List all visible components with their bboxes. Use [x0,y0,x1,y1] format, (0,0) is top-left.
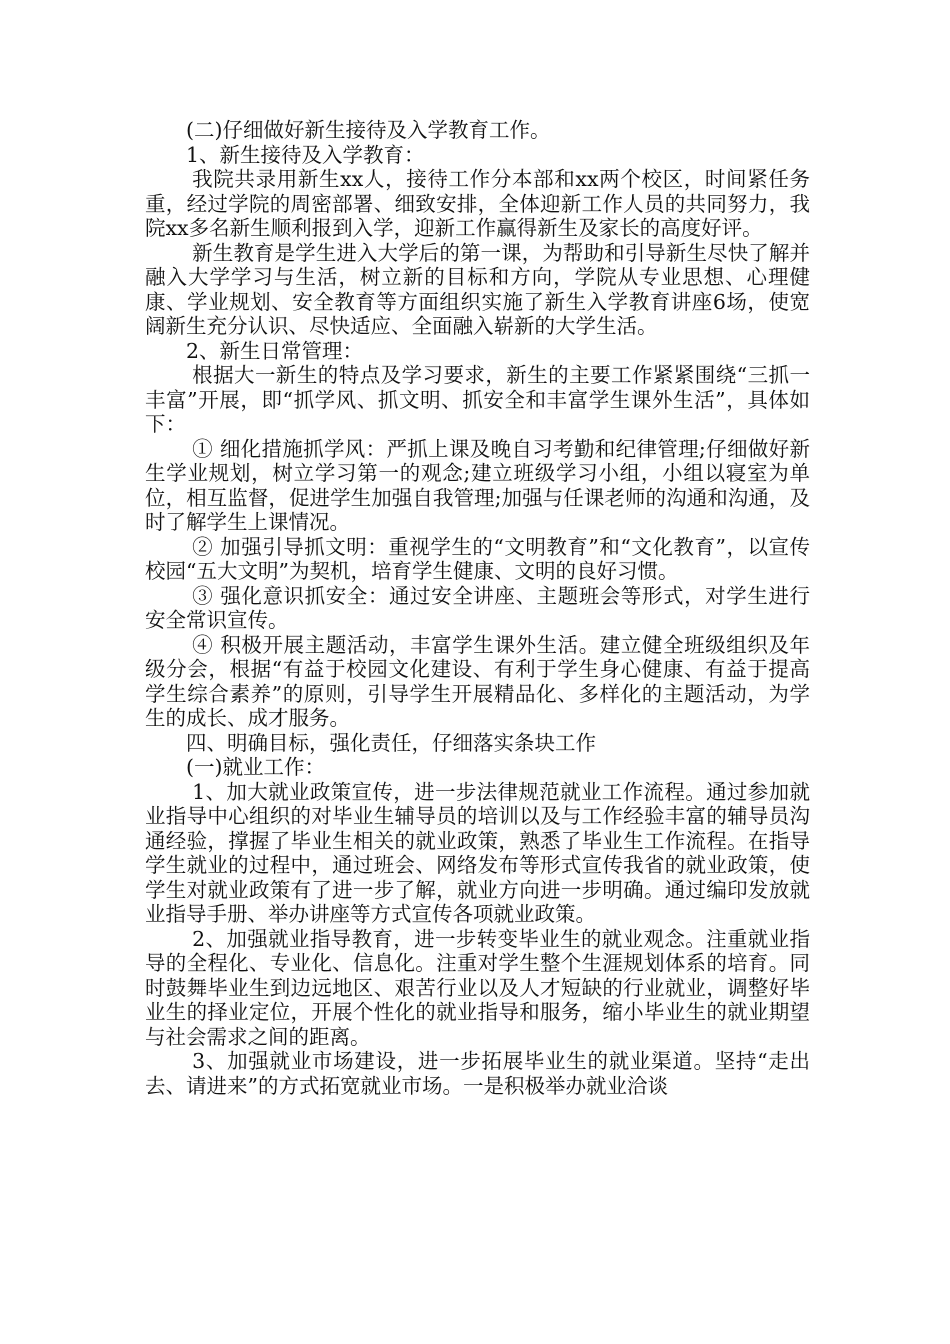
paragraph-employment-market: 3、加强就业市场建设，进一步拓展毕业生的就业渠道。坚持“走出去、请进来”的方式拓宽就业市场。一是积极举办就业洽谈 [145,1049,810,1098]
paragraph-enrollment: 我院共录用新生xx人，接待工作分本部和xx两个校区，时间紧任务重，经过学院的周密部署、细致安排，全体迎新工作人员的共同努力，我院xx多名新生顺利报到入学，迎新工作赢得新生及家长的高度好评。 [145,167,810,240]
paragraph-employment-policy: 1、加大就业政策宣传，进一步法律规范就业工作流程。通过参加就业指导中心组织的对毕业生辅导员的培训以及与工作经验丰富的辅导员沟通经验，撑握了毕业生相关的就业政策，熟悉了毕业生工作流程。在指导学生就业的过程中，通过班会、网络发布等形式宣传我省的就业政策，使学生对就业政策有了进一步了解，就业方向进一步明确。通过编印发放就业指导手册、举办讲座等方式宣传各项就业政策。 [145,779,810,926]
document-body [145,118,810,1098]
list-item-safety: ③ 强化意识抓安全：通过安全讲座、主题班会等形式，对学生进行安全常识宣传。 [145,583,810,632]
list-item-study-style: ① 细化措施抓学风：严抓上课及晚自习考勤和纪律管理;仔细做好新生学业规划，树立学习第一的观念;建立班级学习小组，小组以寝室为单位，相互监督，促进学生加强自我管理;加强与任课老师的沟通和沟通，及时了解学生上课情况。 [145,436,810,534]
list-item-civility: ② 加强引导抓文明：重视学生的“文明教育”和“文化教育”，以宣传校园“五大文明”为契机，培育学生健康、文明的良好习惯。 [145,534,810,583]
section-heading-new-student-work: (二)仔细做好新生接待及入学教育工作。 [186,118,551,142]
paragraph-management-focus: 根据大一新生的特点及学习要求，新生的主要工作紧紧围绕“三抓一丰富”开展，即“抓学风、抓文明、抓安全和丰富学生课外生活”，具体如下： [145,363,810,436]
subheading-reception-education: 1、新生接待及入学教育： [186,142,425,167]
section-heading-targets: 四、明确目标，强化责任，仔细落实条块工作 [186,730,596,755]
subheading-employment: (一)就业工作： [186,755,325,779]
subheading-daily-management: 2、新生日常管理： [186,338,364,363]
paragraph-employment-guidance: 2、加强就业指导教育，进一步转变毕业生的就业观念。注重就业指导的全程化、专业化、信息化。注重对学生整个生涯规划体系的培育。同时鼓舞毕业生到边远地区、艰苦行业以及人才短缺的行业就业，调整好毕业生的择业定位，开展个性化的就业指导和服务，缩小毕业生的就业期望与社会需求之间的距离。 [145,926,810,1049]
paragraph-orientation: 新生教育是学生进入大学后的第一课，为帮助和引导新生尽快了解并融入大学学习与生活，树立新的目标和方向，学院从专业思想、心理健康、学业规划、安全教育等方面组织实施了新生入学教育讲座6场，使宽阔新生充分认识、尽快适应、全面融入崭新的大学生活。 [145,240,810,338]
list-item-activities: ④ 积极开展主题活动，丰富学生课外生活。建立健全班级组织及年级分会，根据“有益于校园文化建设、有利于学生身心健康、有益于提高学生综合素养”的原则，引导学生开展精品化、多样化的主题活动，为学生的成长、成才服务。 [145,632,810,730]
